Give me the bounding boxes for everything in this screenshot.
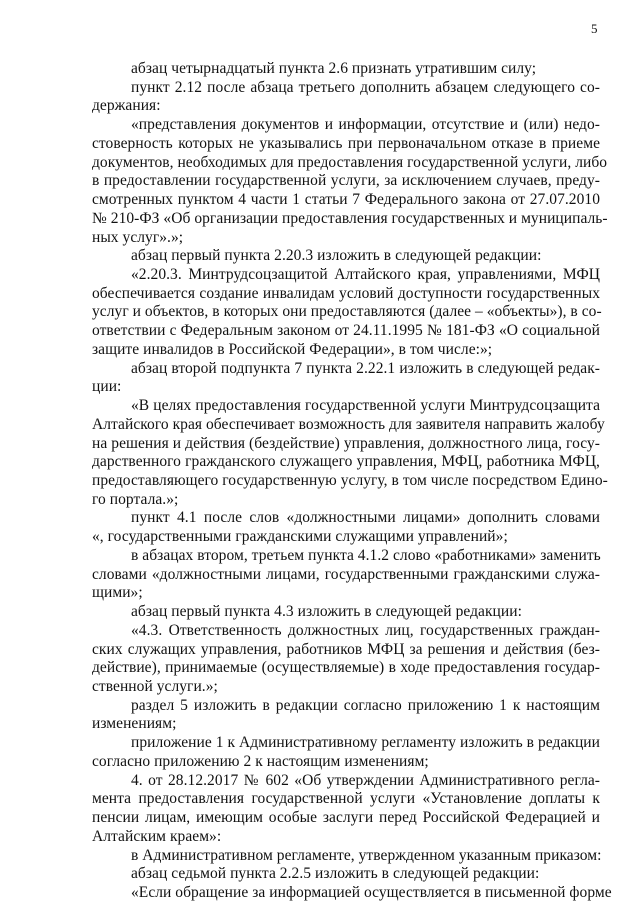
text-line: пункт 2.12 после абзаца третьего дополнить абзацем следующего со- xyxy=(131,79,600,96)
text-line: ответствии с Федеральным законом от 24.11.1995 № 181-ФЗ «О социальной xyxy=(92,322,600,339)
text-line: го портала.»; xyxy=(92,491,179,508)
text-line: ции: xyxy=(92,378,122,395)
text-line: предоставляющего государственную услугу, в том числе посредством Едино- xyxy=(92,472,608,489)
text-line: Алтайского края обеспечивает возможность для заявителя направить жалобу xyxy=(92,416,605,433)
text-line: «представления документов и информации, отсутствие и (или) недо- xyxy=(131,116,600,133)
text-line: Алтайским краем»: xyxy=(92,828,222,845)
text-line: в Административном регламенте, утвержденном указанным приказом: xyxy=(131,847,602,864)
text-line: «4.3. Ответственность должностных лиц, государственных граждан- xyxy=(131,622,600,639)
text-line: 4. от 28.12.2017 № 602 «Об утверждении Административного регла- xyxy=(131,772,600,789)
text-line: мента предоставления государственной услуги «Установление доплаты к xyxy=(92,790,600,807)
text-line: «2.20.3. Минтрудсоцзащитой Алтайского края, управлениями, МФЦ xyxy=(131,266,600,283)
text-line: ственной услуги.»; xyxy=(92,678,218,695)
text-line: пенсии лицам, имеющим особые заслуги перед Российской Федерацией и xyxy=(92,809,600,826)
text-line: абзац четырнадцатый пункта 2.6 признать утратившим силу; xyxy=(131,60,537,77)
text-line: пункт 4.1 после слов «должностными лицами» дополнить словами xyxy=(131,509,600,526)
page-number: 5 xyxy=(591,21,598,36)
text-line: словами «должностными лицами, государственными гражданскими служа- xyxy=(92,566,600,583)
text-line: «Если обращение за информацией осуществляется в письменной форме xyxy=(131,884,612,901)
text-line: смотренных пунктом 4 части 1 статьи 7 Федерального закона от 27.07.2010 xyxy=(92,191,600,208)
text-line: «, государственными гражданскими служащими управлений»; xyxy=(92,528,508,545)
text-line: изменениям; xyxy=(92,715,177,732)
text-line: № 210-ФЗ «Об организации предоставления государственных и муниципаль- xyxy=(92,210,608,227)
text-line: абзац первый пункта 2.20.3 изложить в следующей редакции: xyxy=(131,247,542,264)
text-line: действие), принимаемые (осуществляемые) в ходе предоставления государ- xyxy=(92,659,600,676)
text-line: приложение 1 к Административному регламенту изложить в редакции xyxy=(131,734,600,751)
text-line: «В целях предоставления государственной услуги Минтрудсоцзащита xyxy=(131,397,600,414)
text-line: документов, необходимых для предоставления государственной услуги, либо xyxy=(92,154,608,171)
text-line: ных услуг».»; xyxy=(92,229,184,246)
text-line: в предоставлении государственной услуги, за исключением случаев, преду- xyxy=(92,172,600,189)
text-line: дарственного гражданского служащего управления, МФЦ, работника МФЦ, xyxy=(92,453,600,470)
text-line: абзац второй подпункта 7 пункта 2.22.1 изложить в следующей редак- xyxy=(131,360,600,377)
text-line: щими»; xyxy=(92,584,143,601)
text-line: ских служащих управления, работников МФЦ за решения и действия (без- xyxy=(92,641,600,658)
text-line: абзац седьмой пункта 2.2.5 изложить в следующей редакции: xyxy=(131,865,540,882)
text-line: стоверность которых не указывались при первоначальном отказе в приеме xyxy=(92,135,600,152)
text-line: в абзацах втором, третьем пункта 4.1.2 слово «работниками» заменить xyxy=(131,547,601,564)
text-line: услуг и объектов, в которых они предоставляются (далее – «объекты»), в со- xyxy=(92,303,602,320)
text-line: раздел 5 изложить в редакции согласно приложению 1 к настоящим xyxy=(131,697,600,714)
text-line: обеспечивается создание инвалидам условий доступности государственных xyxy=(92,285,600,302)
text-line: защите инвалидов в Российской Федерации», в том числе:»; xyxy=(92,341,493,358)
text-line: на решения и действия (бездействие) управления, должностного лица, госу- xyxy=(92,435,600,452)
text-line: абзац первый пункта 4.3 изложить в следующей редакции: xyxy=(131,603,522,620)
text-line: держания: xyxy=(92,97,161,114)
text-line: согласно приложению 2 к настоящим изменениям; xyxy=(92,753,429,770)
